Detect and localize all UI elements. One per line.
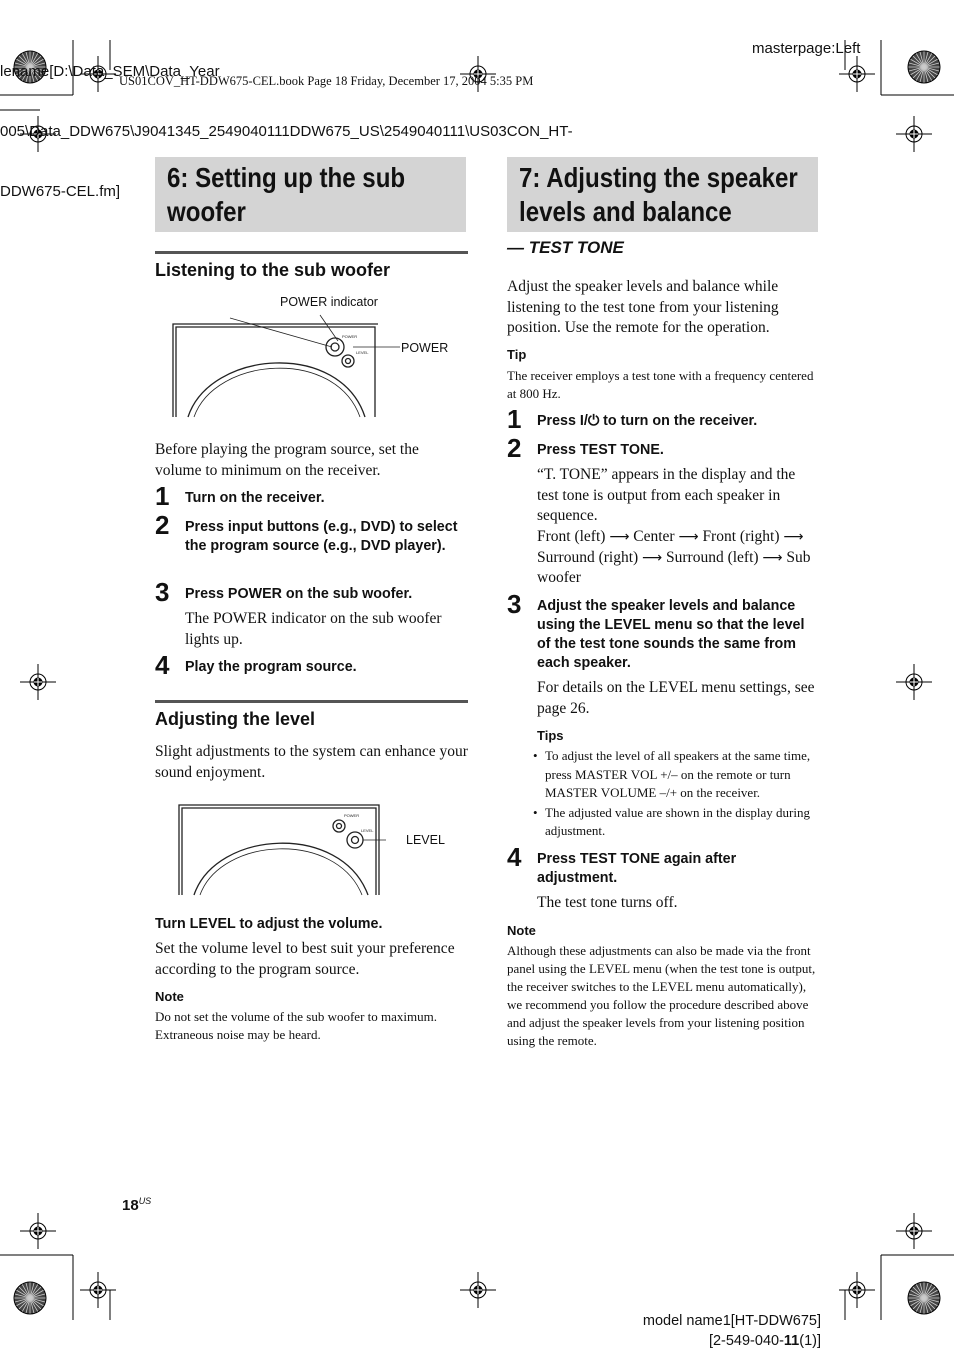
- tip-item: [533, 804, 821, 841]
- subwoofer-power-illustration: [170, 305, 410, 420]
- tips-list: [533, 747, 821, 841]
- intro-left: Before playing the program source, set the volume to minimum on the receiver.: [155, 441, 419, 479]
- rosette-mark: [14, 1282, 46, 1314]
- sequence-item: Surround (left): [666, 548, 759, 566]
- step-text: Play the program source.: [185, 659, 357, 675]
- step-detail: The POWER indicator on the sub woofer lights up.: [185, 610, 442, 648]
- note-label-left: Note: [155, 989, 184, 1004]
- crosshair-mark: [80, 1272, 116, 1308]
- filename-line-1: lename[D:\Data_SEM\Data_Year: [0, 63, 220, 80]
- tip-label: Tip: [507, 347, 527, 362]
- crosshair-mark: [839, 1272, 875, 1308]
- tip-item-text: To adjust the level of all speakers at the same time, press MASTER VOL +/– on the remote or turn MASTER VOLUME –/+ on the receiver.: [545, 748, 811, 800]
- fig-label-level: LEVEL: [406, 833, 445, 847]
- step-text: Press I/⏻ to turn on the receiver.: [537, 413, 758, 429]
- model-name: model name1[HT-DDW675]: [642, 1313, 821, 1329]
- subheading-adjusting-level: Adjusting the level: [155, 700, 468, 730]
- section-title-box-left: [155, 157, 466, 232]
- note-text-right: Although these adjustments can also be made via the front panel using the LEVEL menu (when the test tone is output, the receiver switches to the LEVEL menu automatically), we recommend you follow the procedure described above and adjust the speaker levels from your listening position using the remote.: [507, 943, 816, 1048]
- page-number: [122, 1196, 151, 1214]
- adjusting-level-text: Slight adjustments to the system can enhance your sound enjoyment.: [155, 743, 468, 781]
- step-number: 2: [507, 433, 522, 463]
- step-detail: The test tone turns off.: [537, 894, 678, 911]
- step-text: Press TEST TONE.: [537, 442, 664, 458]
- subheading-listening: Listening to the sub woofer: [155, 251, 468, 281]
- tip-item-text: The adjusted value are shown in the display during adjustment.: [545, 804, 810, 838]
- step-text: Press POWER on the sub woofer.: [185, 586, 413, 602]
- arrow-right-icon: ⟶: [762, 549, 783, 566]
- step-number: 1: [155, 481, 170, 511]
- page-number-value: 18: [122, 1197, 139, 1214]
- crosshair-mark: [20, 664, 56, 700]
- arrow-right-icon: ⟶: [678, 529, 699, 545]
- svg-text:POWER: POWER: [342, 334, 358, 339]
- fig-label-power: POWER: [401, 341, 449, 355]
- sequence-item: Front (right): [702, 528, 780, 545]
- page-number-suffix: US: [138, 1196, 152, 1206]
- step-number: 4: [507, 842, 522, 872]
- note-text-left: Do not set the volume of the sub woofer to maximum. Extraneous noise may be heard.: [155, 1009, 437, 1042]
- turn-level-heading: Turn LEVEL to adjust the volume.: [155, 916, 383, 932]
- step-number: 3: [155, 577, 170, 607]
- svg-text:LEVEL: LEVEL: [361, 828, 374, 833]
- step-text: Turn on the receiver.: [185, 490, 325, 506]
- crosshair-mark: [896, 116, 932, 152]
- fig-label-power-indicator: POWER indicator: [280, 295, 378, 309]
- step-text: Press input buttons (e.g., DVD) to select the program source (e.g., DVD player).: [185, 519, 458, 554]
- rosette-mark: [908, 1282, 940, 1314]
- crosshair-mark: [460, 1272, 496, 1308]
- tips-label: Tips: [537, 728, 564, 743]
- svg-text:POWER: POWER: [344, 813, 360, 818]
- sequence-item: Front (left): [537, 528, 606, 545]
- step-text: Press TEST TONE again after adjustment.: [537, 851, 737, 886]
- step-number: 4: [155, 650, 170, 680]
- subwoofer-level-illustration: [176, 800, 386, 898]
- rosette-mark: [908, 51, 940, 83]
- turn-level-text: Set the volume level to best suit your preference according to the program source.: [155, 940, 455, 978]
- model-code: [2-549-040-11(1)]: [708, 1333, 821, 1349]
- sequence-item: Center: [633, 528, 675, 545]
- arrow-right-icon: ⟶: [642, 549, 663, 566]
- section-title-sub-woofer: 6: Setting up the sub woofer: [167, 162, 406, 227]
- step-number: 1: [507, 404, 522, 434]
- tip-item: [533, 747, 821, 803]
- step-text: Adjust the speaker levels and balance using the LEVEL menu so that the level of the test tone sounds the same from each speaker.: [537, 598, 805, 671]
- footer-model: [643, 1311, 821, 1351]
- crosshair-mark: [896, 664, 932, 700]
- tip-text: The receiver employs a test tone with a frequency centered at 800 Hz.: [507, 368, 814, 401]
- step-number: 3: [507, 589, 522, 619]
- sequence-item: Surround (right): [537, 548, 639, 566]
- arrow-right-icon: ⟶: [783, 529, 804, 545]
- svg-text:LEVEL: LEVEL: [356, 350, 369, 355]
- crosshair-mark: [839, 56, 875, 92]
- section-title-box-right: [507, 157, 818, 232]
- header-masterpage: masterpage:Left: [752, 40, 861, 57]
- subtitle-test-tone: — TEST TONE: [507, 238, 624, 257]
- header-book-info: US01COV_HT-DDW675-CEL.book Page 18 Friday, December 17, 2004 5:35 PM: [119, 74, 534, 88]
- step-detail: For details on the LEVEL menu settings, see page 26.: [537, 679, 815, 717]
- bullet-icon: •: [533, 748, 538, 763]
- filename-line-3: DDW675-CEL.fm]: [0, 183, 121, 200]
- intro-right: Adjust the speaker levels and balance while listening to the test tone from your listening position. Use the remote for the operation.: [507, 278, 779, 336]
- bullet-icon: •: [533, 804, 538, 820]
- note-label-right: Note: [507, 923, 536, 938]
- section-title-speaker-levels: 7: Adjusting the speaker levels and balance: [519, 162, 798, 227]
- step-number: 2: [155, 510, 170, 540]
- sequence-item: Sub woofer: [537, 548, 811, 586]
- crosshair-mark: [896, 1213, 932, 1249]
- speaker-sequence: [537, 527, 822, 589]
- step-detail: “T. TONE” appears in the display and the test tone is output from each speaker in sequence.: [537, 466, 796, 524]
- crosshair-mark: [20, 1213, 56, 1249]
- arrow-right-icon: ⟶: [609, 529, 630, 545]
- filename-line-2: 005\Data_DDW675\J9041345_2549040111DDW675_US\2549040111\US03CON_HT-: [0, 123, 573, 140]
